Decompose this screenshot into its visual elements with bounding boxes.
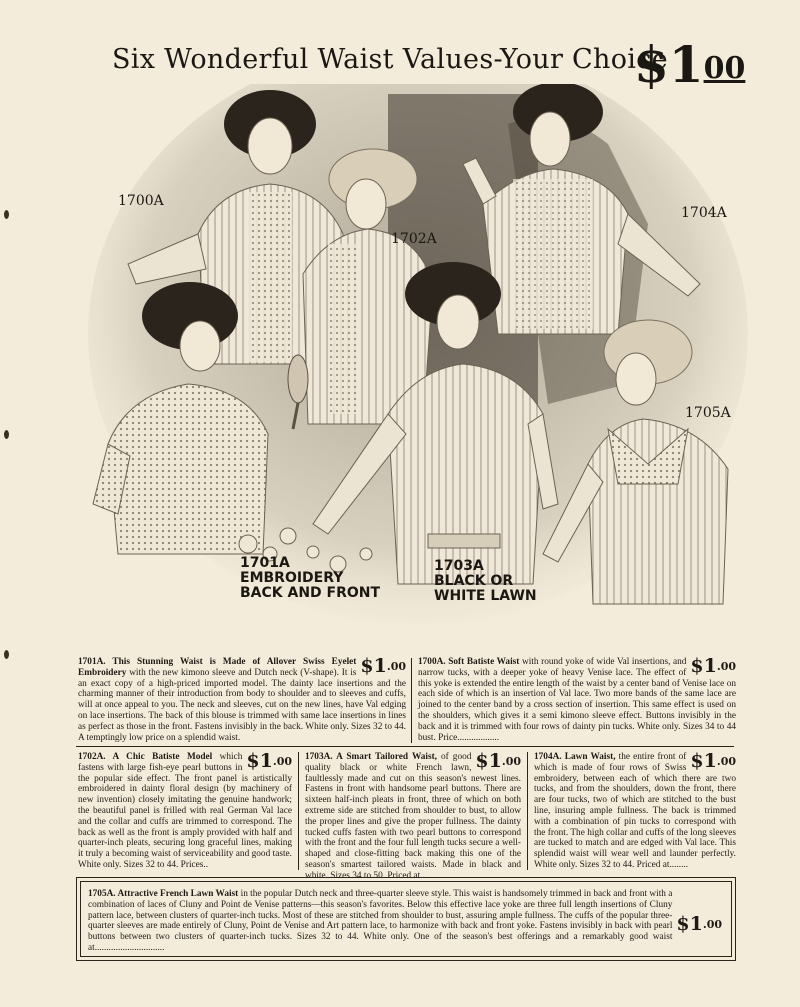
price-1700a-dollar: $1	[690, 655, 717, 677]
text-1701a: with the new kimono sleeve and Dutch neck (V-shape). It is an exact copy of a high-priced imported model. The dainty lace insertions and the charming manner of their introduction from body to shoulder and to sleeves and cuffs, will at once appeal to you. The neck and sleeves, cut on the new lines, have Val edging on lace insertions. The back of this blouse is trimmed with same lace insertions in lines as perfect as those in the front. Fastens invisibly in the back. White only. Sizes 32 to 44. A temptingly low price on a splendid waist.	[78, 667, 406, 743]
divider-horizontal	[76, 746, 734, 747]
description-1700a	[418, 657, 736, 743]
title-1702a: 1702A. A Chic Batiste Model	[78, 752, 220, 762]
headline-price-dollar: $1	[634, 35, 704, 94]
price-1705a-dollar: $1	[676, 913, 703, 935]
label-1703a-line2: BLACK OR	[434, 573, 514, 589]
label-1703a-line3: WHITE LAWN	[434, 588, 537, 604]
price-1700a	[690, 657, 736, 675]
label-1703a	[434, 559, 537, 604]
title-1701a: 1701A. This Stunning Waist is Made of Allover Swiss Eyelet Embroidery	[78, 657, 357, 678]
divider-vertical-top	[411, 658, 412, 743]
price-1704a-cents: .00	[716, 755, 736, 768]
price-1704a-dollar: $1	[690, 750, 717, 772]
headline-price	[634, 35, 746, 94]
divider-vertical-right	[527, 752, 528, 870]
title-1700a: 1700A. Soft Batiste Waist	[418, 657, 522, 667]
label-1703a-number: 1703A	[434, 558, 484, 574]
label-1702a: 1702A	[391, 231, 437, 247]
label-1704a: 1704A	[681, 205, 727, 221]
text-1703a: of good quality black or white French lawn, faultlessly made and cut on this season's newest lines. Fastens in front with handsome pearl buttons. There are sixteen half-inch pleats in front, three of which on both extreme side are stitched from shoulder to bust, to allow the proper lines and give the proper fullness. The dainty tucked cuffs fasten with two pearl buttons to correspond with the front and the four full length tucks secure a well-shaped and close-fitting back making this one of the season's smartest tailored waists. Made in black and white. Sizes 34 to 50. Priced at....	[305, 752, 521, 881]
label-1705a: 1705A	[685, 405, 731, 421]
label-1701a-number: 1701A	[240, 555, 290, 571]
title-1703a: 1703A. A Smart Tailored Waist,	[305, 752, 442, 762]
waist-illustration	[88, 84, 748, 640]
text-1704a: the entire front of which is made of four rows of Swiss embroidery, between each of which there are two tucks, and from the shoulders, down the front, there are four tucks, two of which are stitched to the bust line, insuring ample fullness. The back is trimmed with a combination of pin tucks to correspond with the front. The high collar and cuffs of the long sleeves are tucked to match and are edged with Val lace. This splendid waist will wear well and launder perfectly. White only. Sizes 32 to 44. Priced at........	[534, 752, 736, 870]
price-1701a-cents: .00	[386, 660, 406, 673]
description-1702a	[78, 752, 292, 871]
price-1702a-dollar: $1	[246, 750, 273, 772]
text-1700a: with round yoke of wide Val insertions, and narrow tucks, with a deeper yoke of heavy Venise lace. The effect of this yoke is extended the entire length of the waist by a center band of Venise lace on each side of which is an insertion of Val lace. Two more bands of the same lace are joined to the center band by a cross section of insertion. This same effect is used on the shoulders, which gives it a semi kimono sleeve effect. Buttons invisibly in the back and it is trimmed with four rows of dainty pin tucks. White only. Sizes 34 to 44 bust. Price..................	[418, 657, 736, 743]
title-1705a: 1705A. Attractive French Lawn Waist	[88, 889, 241, 899]
price-1703a	[475, 752, 521, 770]
illustration-svg	[88, 84, 748, 640]
page-headline: Six Wonderful Waist Values-Your Choice	[112, 44, 668, 75]
price-1705a-cents: .00	[702, 918, 722, 931]
divider-vertical-left	[298, 752, 299, 870]
description-1703a	[305, 752, 521, 882]
price-1702a	[246, 752, 292, 770]
description-1704a	[534, 752, 736, 871]
headline-price-cents: 00	[703, 51, 746, 86]
text-1705a: in the popular Dutch neck and three-quarter sleeve style. This waist is handsomely trimmed in back and front with a combination of laces of Cluny and Point de Venise patterns—this season's favorites. Below this effective lace yoke are three full length insertions of Cluny pattern lace, between clusters of quarter-inch tucks. Most of these are stitched from shoulder to bust, assuring ample fullness. The cuffs of the popular three-quarter sleeves are made entirely of Cluny, Point de Venise and Art pattern lace, to harmonize with back and front yoke. Fastens invisibly in back with pearl buttons between two clusters of quarter-inch tucks. Sizes 32 to 44. White only. One of the season's best offerings and a remarkably good waist at..............................	[88, 889, 673, 953]
price-1705a	[676, 915, 722, 933]
price-1702a-cents: .00	[272, 755, 292, 768]
price-1701a-dollar: $1	[360, 655, 387, 677]
price-1701a	[360, 657, 406, 675]
label-1701a	[240, 556, 380, 601]
text-1702a: which fastens with large fish-eye pearl buttons in the popular side effect. The front panel is artistically embroidered in dainty floral design (by machinery of new invention) closely imitating the genuine handwork; the beautiful panel is frilled with real German Val lace and the collar and cuffs are trimmed to correspond. The back as well as the front is amply provided with half and quarter-inch pleats, securing long graceful lines, making it truly a becoming waist of serviceability and good taste. White only. Sizes 32 to 44. Prices..	[78, 752, 292, 870]
label-1700a: 1700A	[118, 193, 164, 209]
description-1705a	[88, 889, 722, 954]
price-1704a	[690, 752, 736, 770]
price-1700a-cents: .00	[716, 660, 736, 673]
label-1701a-line3: BACK AND FRONT	[240, 585, 381, 601]
title-1704a: 1704A. Lawn Waist,	[534, 752, 619, 762]
price-1703a-dollar: $1	[475, 750, 502, 772]
price-1703a-cents: .00	[501, 755, 521, 768]
label-1701a-line2: EMBROIDERY	[240, 570, 344, 586]
description-1701a	[78, 657, 406, 743]
